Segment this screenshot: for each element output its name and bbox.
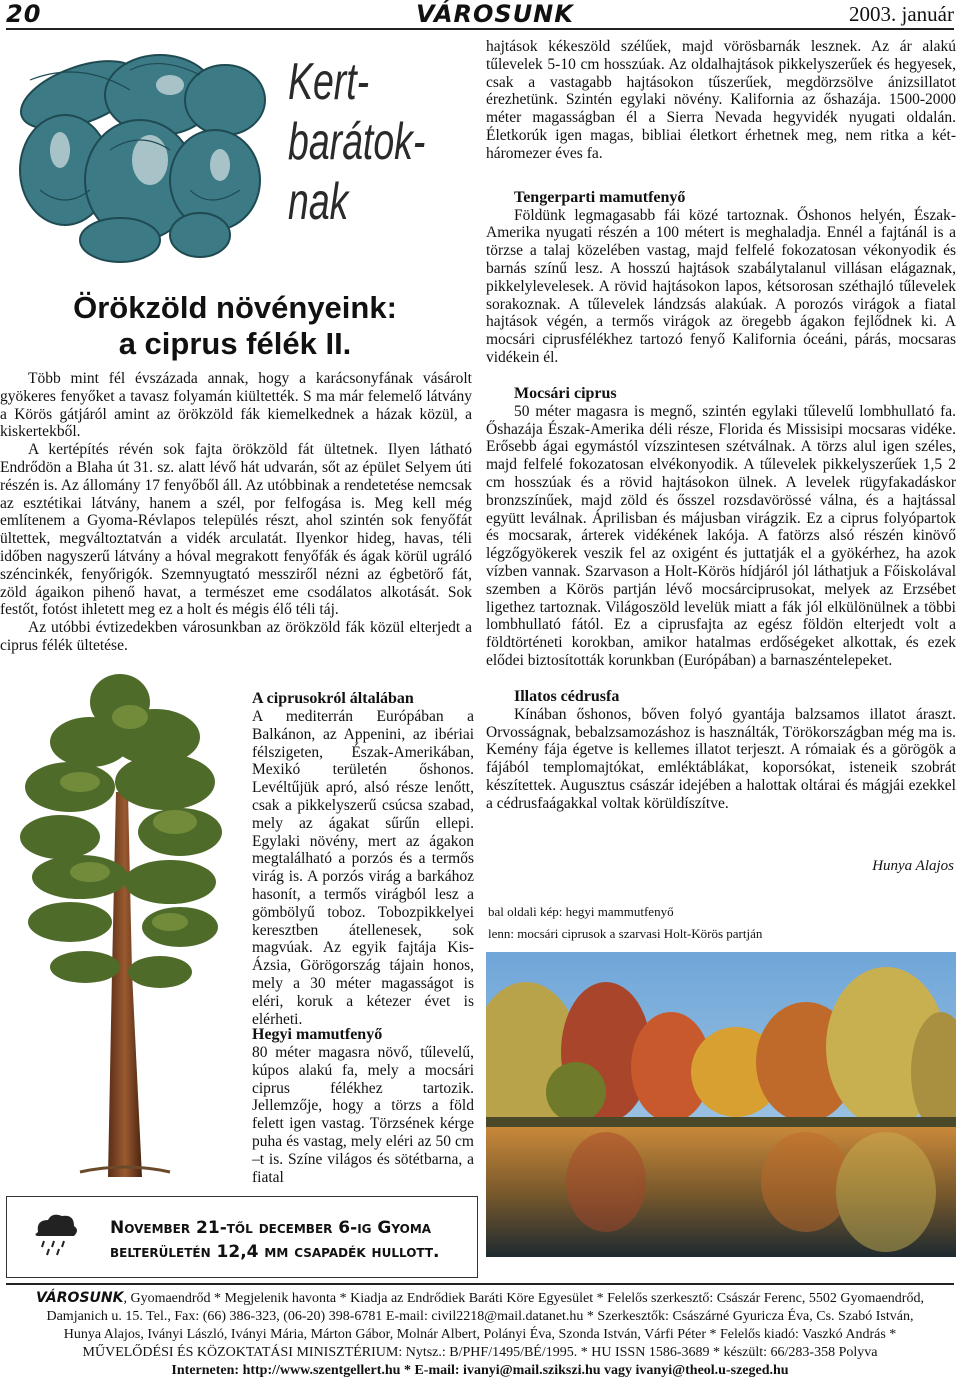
- footer-brand: VÁROSUNK: [36, 1290, 124, 1306]
- footer-line-4: MŰVELŐDÉSI ÉS KÖZOKTATÁSI MINISZTÉRIUM: Nytsz.: B/PHF/1495/BÉ/1995. * HU ISSN 1586-3689 * készült: 66/283-358 Polyva: [82, 1345, 878, 1360]
- section-text: Kínában őshonos, bőven folyó gyantája balzsamos illatot áraszt. Orvosságnak, bebalzsamozáshoz is használták, Törökországban még ma is. Kemény fája égetve is kellemes illatot terjeszt. A rómaiak és a görögök a fájából templomajtókat, emléktáblákat, koporsókat, isteneik szobrát készítettek. Augusztus császár idejében a halottak oltárai és mágjái ezekkel a cédrusfaágakkal voltak körüldíszítve.: [486, 705, 956, 812]
- issue-date: 2003. január: [849, 2, 954, 26]
- section-text: Földünk legmagasabb fái közé tartoznak. Őshonos helyén, Észak-Amerika nyugati részén a 100 métert is meghaladja. Ennél a fajtánál is a törzse a talaj közelében vastag, majd felfelé fokozatosan vékonyodik és barnás színű lesz. A hosszú hajtások szabálytalanul villásan elágaznak, pikkelylevelesek. A rövid hajtásokon lapos, kétsorosan széthajló tűlevelek sorakoznak. A tűlevelek lándzsás alakúak. A porozós virágok a fiatal hajtások végén, a termős virágok az öregebb ágakon fejlődnek ki. A mocsári ciprusfélékhez tartozó fenyő Kalifornia óceáni, párás, mocsaras vidékein él.: [486, 206, 956, 366]
- rain-line-1: November 21-től december 6-ig Gyoma: [110, 1218, 432, 1238]
- article-title: [60, 290, 410, 362]
- section-text: 80 méter magasra növő, tűlevelű, kúpos alakú fa, mely a mocsári ciprus félékhez tartozik. Jellemzője, hogy a törzs a föld felett igen vastag. Törzsének kérge puha és vastag, mely eléri az 50 cm –t is. Színe világos és sötétbarna, a fiatal: [252, 1044, 474, 1186]
- intro-paragraph: Több mint fél évszázada annak, hogy a karácsonyfának vásárolt gyökeres fenyőket a tavasz folyamán kiültették. S ma már felemelő látvány a Körös gátjáról amint az örökzöld fák kiemelkednek a házak közül, a kiskertekből.: [0, 370, 472, 441]
- section-heading: Tengerparti mamutfenyő: [514, 188, 686, 206]
- fruit-illustration-icon: [10, 40, 275, 265]
- section-heading: A ciprusokról általában: [252, 690, 414, 707]
- section-altalaban: [252, 690, 474, 1028]
- title-line-1: Örökzöld növényeink:: [73, 290, 397, 325]
- footer-text: , Gyomaendrőd * Megjelenik havonta * Kiadja az Endrődiek Baráti Köre Egyesület * Felelős szerkesztő: Császár Ferenc, 5502 Gyomaendrőd,: [123, 1291, 924, 1306]
- footer-line-3: Hunya Alajos, Iványi László, Iványi Mária, Márton Gábor, Molnár Albert, Polányi Éva, Szonda István, Várfi Péter * Felelős kiadó: Vaszkó András *: [63, 1327, 897, 1342]
- section-heading: Mocsári ciprus: [514, 384, 617, 402]
- intro-paragraph: Az utóbbi évtizedekben városunkban az örökzöld fák közül elterjedt a ciprus félék ültetése.: [0, 619, 472, 654]
- title-line-2: a ciprus félék II.: [118, 326, 352, 361]
- section-hegyi: [252, 1026, 474, 1186]
- page-number: 20: [6, 0, 42, 28]
- autumn-cypress-photo-icon: [486, 952, 956, 1257]
- section-text: 50 méter magasra is megnő, szintén egylaki tűlevelű lombhullató fa. Őshazája Észak-Amerika déli része, Florida és Missisipi mocsaras vidéke. Erősebb ágai egymástól vízszintesen szétválnak. A törzs alul igen széles, majd felfelé fokozatosan elvékonyodik. A tűlevelek pikkelyszerűek 1,5 2 cm hosszúak és a rövid hajtásokon ülnek. A levelek rügyfakadáskor bronzszínűek, majd zöld és ősszel rozsdavörössé válna, és a hajtással együtt leválnak. Áprilisban és májusban virágzik. Ez a ciprus folyópartok és mocsarak, árterek vidékének lakója. A fatörzs alsó részén kinövő légzőgyökerek veszik fel az oxigént és juttatják el a gyökérhez, ha azok vízben vannak. Szarvason a Holt-Körös hídjáról jól láthatjuk a Főiskolával szemben a Körös partján lévő mocsárciprusokat, melyek az Erzsébet ligethez tartoznak. Világoszöld levelük miatt a fák jól elkülönülnek a többi lombhullató fától. Ez a ciprusfajta az egész földön elterjedt volt a földtörténeti korokban, amikor hatalmas erdőségeket alkottak, és ezek elődei biztosították korunkban (Európában) a barnaszéntelepeket.: [486, 402, 956, 669]
- rain-line-2: belterületén 12,4 mm csapadék hullott.: [110, 1242, 440, 1262]
- kert-line-3: nak: [288, 173, 349, 231]
- intro-column: [0, 370, 472, 655]
- section-text: A mediterrán Európában a Balkánon, az Appenini, az ibériai félszigeten, Észak-Amerikában, Mexikó területén őshonos. Levéltűjük apró, alsó része lenőtt, csak a pikkelyszerű csúcsa szabad, mely az ágakat sűrűn ellepi. Egylaki növény, mert az ágakon megtalálható a porzós és a termős virág is. A porzós virág a barkához hasonít, a termős virágból lesz a gömbölyű toboz. Tobozpikkelyei keresztben átellenesek, sok magvúak. Az egyik fajtája Kis-Ázsia, Görögország tájain honos, mely a 30 méter magasságot is eléri, koruk a kétezer évet is elérheti.: [252, 708, 474, 1028]
- caption-left-image: bal oldali kép: hegyi mammutfenyő: [488, 904, 674, 919]
- rain-cloud-icon: [30, 1210, 80, 1256]
- header-rule: [6, 28, 954, 30]
- section-heading: Hegyi mamutfenyő: [252, 1026, 383, 1043]
- footer: [6, 1290, 954, 1380]
- right-column: [486, 38, 956, 812]
- footer-line-2: Damjanich u. 15. Tel., Fax: (66) 386-323, (06-20) 398-6781 E-mail: civil2218@mail.datanet.hu * Szerkesztők: Császárné Gyuricza Éva, Cs. Szabó István,: [46, 1309, 914, 1324]
- sequoia-tree-icon: [20, 672, 225, 1177]
- footer-line-1: [6, 1290, 954, 1308]
- rain-notice-text: [110, 1216, 460, 1264]
- kertbaratok-logo: [288, 52, 425, 232]
- footer-rule: [6, 1283, 954, 1285]
- kert-line-2: barátok-: [288, 113, 426, 171]
- author-signature: Hunya Alajos: [872, 858, 954, 874]
- section-text-continued: hajtások kékeszöld szélűek, majd vörösbarnák lesznek. Az ár alakú tűlevelek 5-10 cm hosszúak. Az oldalhajtások pikkelyszerűek és hegyesek, csak a vastagabb hajtásokon tűszerűek, megdörzsölve ánizsillatot érezhetünk. Szintén egylaki növény. Kalifornia az őshazája. 1500-2000 méter magasságban él a Sierra Nevada hegyvidék nyugati oldalán. Életkorúk igen magas, bibliai életkort érhetnek meg, nem ritka a két-háromezer éves fa.: [486, 38, 956, 162]
- paper-name: VÁROSUNK: [416, 0, 574, 28]
- kert-line-1: Kert-: [288, 53, 370, 111]
- caption-bottom-image: lenn: mocsári ciprusok a szarvasi Holt-Körös partján: [488, 926, 763, 941]
- intro-paragraph: A kertépítés révén sok fajta örökzöld fát ültetnek. Ilyen látható Endrődön a Blaha út 31. sz. alatt lévő hát udvarán, sőt az épület Selyem úti részén is. Az állomány 17 fenyőből áll. Az utóbbinak a rendetetése nemcsak az esztétikai látvány, hanem a szél, por felfogása is. Meg kell még említenem a Gyoma-Révlapos település részt, ahol szintén sok fenyőfát ültettek, megváltoztatván a vidék arculatát. Ilyenkor hideg, havas, téli időben nagyszerű látvány a hóval megrakott fenyőfák és ágak körül ugráló széncinkék, fenyőrigók. Szemnyugtató messziről nézni az égbetörő fát, zöld ágaikon pihenő havat, a természet eme csodálatos alkotását. Sok festőt, fotóst ihletett meg ez a holt és mégis élő téli táj.: [0, 441, 472, 619]
- footer-line-5: Interneten: http://www.szentgellert.hu * E-mail: ivanyi@mail.szikszi.hu vagy ivanyi@theol.u-szeged.hu: [171, 1363, 789, 1378]
- section-heading: Illatos cédrusfa: [514, 687, 620, 705]
